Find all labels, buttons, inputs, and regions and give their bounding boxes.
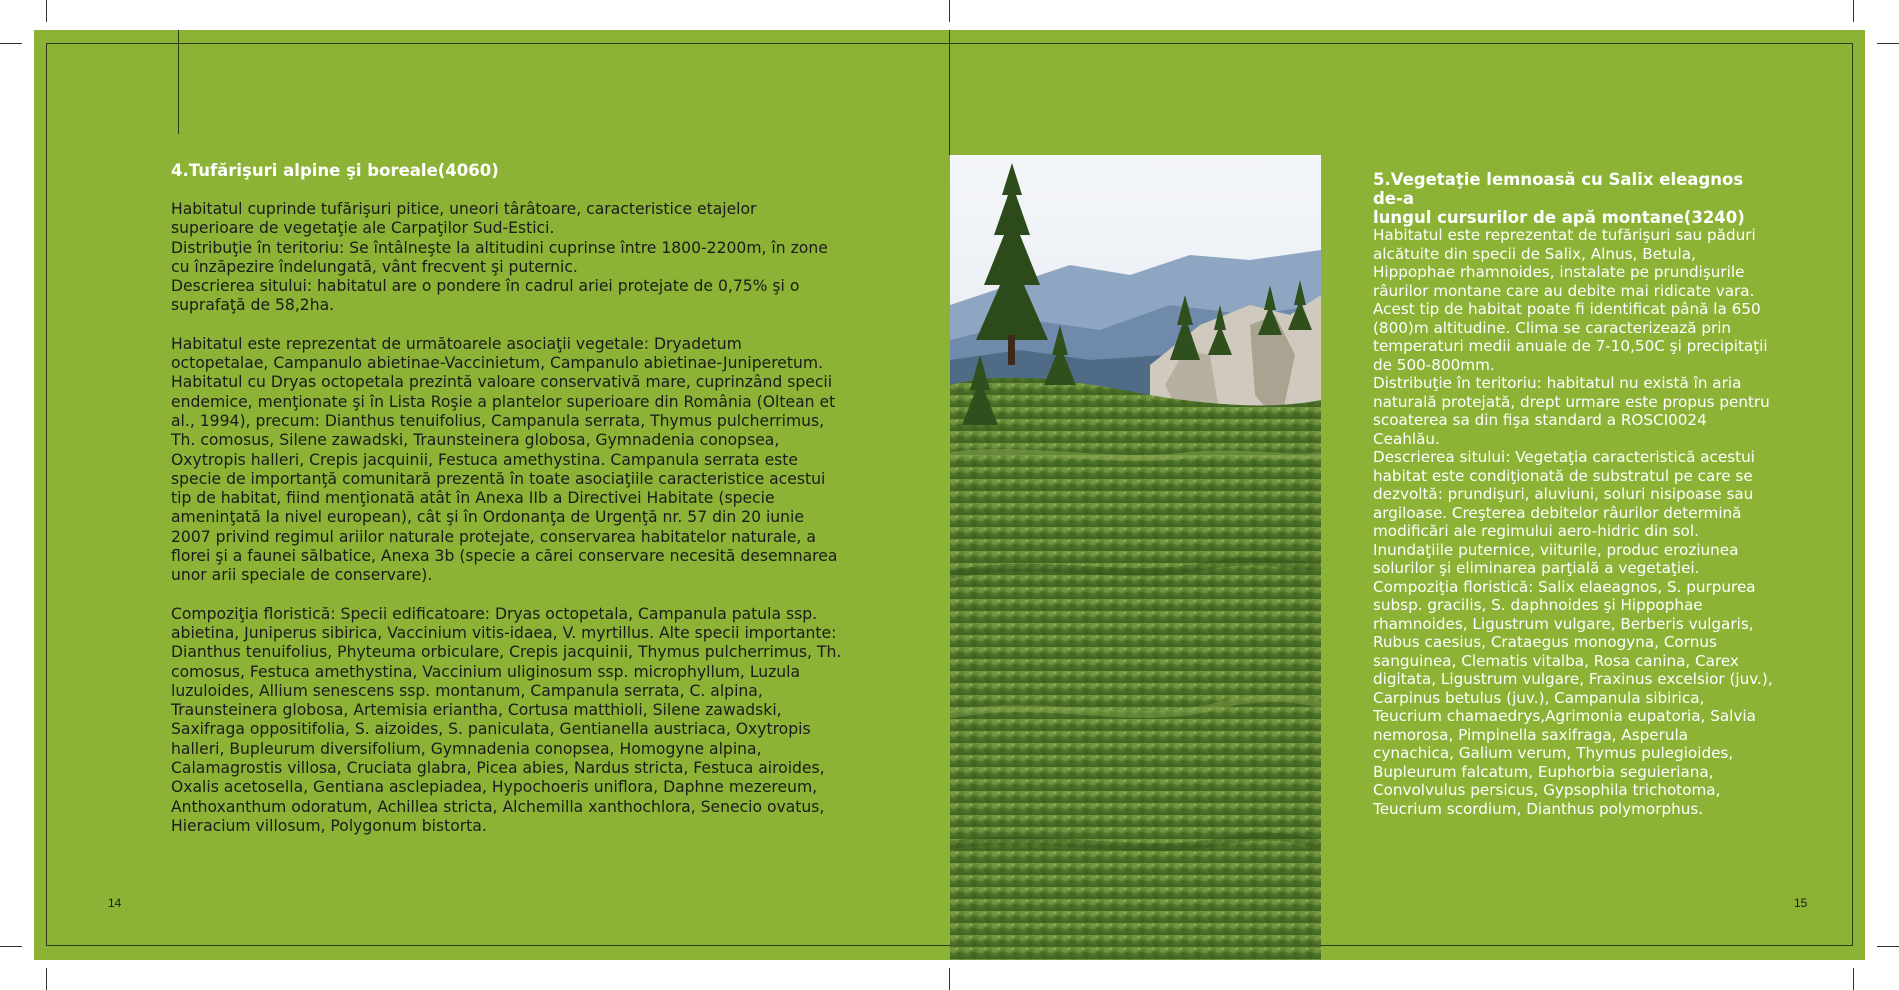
crop-mark — [1877, 946, 1899, 947]
paragraph: Descrierea sitului: Vegetaţia caracteristică acestui habitat este condiţionată de substratul pe care se dezvoltă: prundişuri, aluviuni, soluri nisipoase sau argiloase. Creşterea debitelor râurilor determină modificări ale regimului aero-hidric din sol. Inundaţiile puternice, viiturile, produc eroziunea solurilor şi eliminarea parţială a vegetaţiei. — [1373, 448, 1755, 577]
crop-mark — [949, 968, 950, 990]
paragraph: Descrierea sitului: habitatul are o pondere în cadrul ariei protejate de 0,75% şi o suprafaţă de 58,2ha. — [171, 277, 800, 315]
paragraph: Habitatul este reprezentat de tufărişuri sau păduri alcătuite din specii de Salix, Alnus, Betula, Hippophae rhamnoides, instalate pe prundişurile râurilor montane care au debite mai ridicate vara. Acest tip de habitat poate fi identificat până la 650 (800)m altitudine. Clima se caracterizează prin temperaturi medii anuale de 7-10,50C şi precipitaţii de 500-800mm. — [1373, 226, 1768, 374]
crop-mark — [46, 968, 47, 990]
paragraph: Compoziţia floristică: Salix elaeagnos, S. purpurea subsp. gracilis, S. daphnoides şi Hippophae rhamnoides, Ligustrum vulgare, Berberis vulgaris, Rubus caesius, Crataegus monogyna, Cornus sanguinea, Clematis vitalba, Rosa canina, Carex digitata, Ligustrum vulgare, Fraxinus excelsior (juv.), Carpinus betulus (juv.), Campanula sibirica, Teucrium chamaedrys,Agrimonia eupatoria, Salvia nemorosa, Pimpinella saxifraga, Asperula cynachica, Galium verum, Thymus pulegioides, Bupleurum falcatum, Euphorbia seguieriana, Convolvulus persicus, Gypsophila trichotoma, Teucrium scordium, Dianthus polymorphus. — [1373, 577, 1773, 818]
crop-mark — [0, 946, 22, 947]
left-heading: 4.Tufărişuri alpine şi boreale(4060) — [171, 161, 499, 180]
landscape-photo — [950, 155, 1321, 960]
paragraph: Habitatul este reprezentat de următoarele asociaţii vegetale: Dryadetum octopetalae, Campanulo abietinae-Vaccinietum, Campanulo abietinae-Juniperetum. — [171, 334, 824, 373]
right-heading-line2: lungul cursurilor de apă montane(3240) — [1373, 208, 1745, 227]
crop-mark — [1877, 43, 1899, 44]
crop-mark — [949, 0, 950, 22]
spine-line — [949, 30, 950, 155]
paragraph: Distribuţie în teritoriu: habitatul nu există în aria naturală protejată, drept urmare este propus pentru scoaterea sa din fişa standard a ROSCI0024 Ceahlău. — [1373, 374, 1770, 448]
paragraph: Distribuţie în teritoriu: Se întâlneşte la altitudini cuprinse între 1800-2200m, în zone cu înzăpezire îndelungată, vânt frecvent şi puternic. — [171, 238, 828, 276]
crop-mark — [1853, 968, 1854, 990]
crop-mark — [46, 0, 47, 22]
right-heading-line1: 5.Vegetaţie lemnoasă cu Salix eleagnos de-a — [1373, 170, 1744, 208]
left-body — [171, 200, 842, 836]
paragraph: Habitatul cu Dryas octopetala prezintă valoare conservativă mare, cuprinzând specii endemice, menţionate şi în Lista Roşie a plantelor superioare din România (Oltean et al., 1994), precum: Dianthus tenuifolius, Campanula serrata, Thymus pulcherrimus, Th. comosus, Silene zawadski, Traunsteinera globosa, Gymnadenia conopsea, Oxytropis halleri, Crepis jacquinii, Festuca amethystina. Campanula serrata este specie de importanţă comunitară prezentă în toate asociaţiile caracteristice acestui tip de habitat, fiind menţionată atât în Anexa IIb a Directivei Habitate (specie ameninţată la nivel european), cât şi în Ordonanţa de Urgenţă nr. 57 din 20 iunie 2007 privind regimul ariilor naturale protejate, conservarea habitatelor naturale, a florei şi a faunei sălbatice, Anexa 3b (specie a cărei conservare necesită desemnarea unor arii speciale de conservare). — [171, 373, 838, 585]
right-body — [1373, 226, 1773, 818]
crop-mark — [1853, 0, 1854, 22]
margin-line — [178, 30, 179, 134]
page-number-right: 15 — [1794, 896, 1808, 910]
crop-mark — [0, 43, 22, 44]
paragraph: Compoziţia floristică: Specii edificatoare: Dryas octopetala, Campanula patula ssp. abietina, Juniperus sibirica, Vaccinium vitis-idaea, V. myrtillus. Alte specii importante: Dianthus tenuifolius, Phyteuma orbiculare, Crepis jacquinii, Thymus pulcherrimus, Th. comosus, Festuca amethystina, Vaccinium uliginosum ssp. microphyllum, Luzula luzuloides, Allium senescens ssp. montanum, Campanula serrata, C. alpina, Traunsteinera globosa, Artemisia eriantha, Cortusa matthioli, Silene zawadski, Saxifraga oppositifolia, S. aizoides, S. paniculata, Gentianella austriaca, Oxytropis halleri, Bupleurum diversifolium, Gymnadenia conopsea, Homogyne alpina, Calamagrostis villosa, Cruciata glabra, Picea abies, Nardus stricta, Festuca airoides, Oxalis acetosella, Gentiana asclepiadea, Hypochoeris uniflora, Daphne mezereum, Anthoxanthum odoratum, Achillea stricta, Alchemilla xanthochlora, Senecio ovatus, Hieracium villosum, Polygonum bistorta. — [171, 604, 842, 835]
right-heading — [1373, 170, 1773, 227]
page-number-left: 14 — [108, 896, 122, 910]
paragraph: Habitatul cuprinde tufărişuri pitice, uneori târâtoare, caracteristice etajelor superioare de vegetaţie ale Carpaţilor Sud-Estici. — [171, 200, 757, 238]
